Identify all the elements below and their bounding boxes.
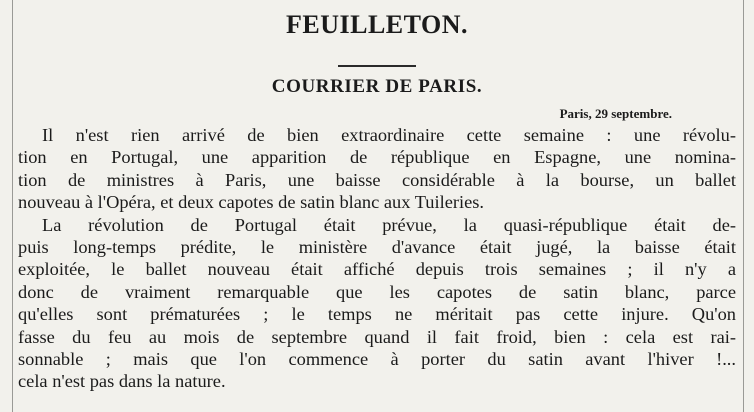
body-line: cela n'est pas dans la nature. bbox=[18, 371, 226, 392]
body-line: La révolution de Portugal était prévue, la quasi-république était de- bbox=[42, 214, 736, 235]
title-divider bbox=[338, 65, 416, 67]
body-line: donc de vraiment remarquable que les capotes de satin blanc, parce bbox=[18, 281, 736, 302]
article-title: COURRIER DE PARIS. bbox=[271, 76, 483, 97]
section-title: FEUILLETON. bbox=[285, 10, 468, 39]
body-line: tion en Portugal, une apparition de république en Espagne, une nomina- bbox=[18, 147, 736, 168]
column-rule-left bbox=[12, 0, 13, 412]
column-rule-right bbox=[743, 0, 744, 412]
body-line: nouveau à l'Opéra, et deux capotes de satin blanc aux Tuileries. bbox=[18, 192, 485, 213]
body-line: exploitée, le ballet nouveau était affiché depuis trois semaines ; il n'y a bbox=[18, 259, 736, 280]
body-line: Il n'est rien arrivé de bien extraordinaire cette semaine : une révolu- bbox=[42, 125, 736, 145]
body-line: sonnable ; mais que l'on commence à porter du satin avant l'hiver !... bbox=[18, 349, 736, 370]
dateline: Paris, 29 septembre. bbox=[559, 106, 672, 121]
article-body bbox=[18, 124, 736, 393]
body-line: qu'elles sont prématurées ; le temps ne méritait pas cette injure. Qu'on bbox=[18, 304, 736, 325]
body-line: puis long-temps prédite, le ministère d'avance était jugé, la baisse était bbox=[18, 237, 736, 258]
body-line: fasse du feu au mois de septembre quand il fait froid, bien : cela est rai- bbox=[18, 326, 736, 347]
body-line: tion de ministres à Paris, une baisse considérable à la bourse, un ballet bbox=[18, 169, 736, 190]
